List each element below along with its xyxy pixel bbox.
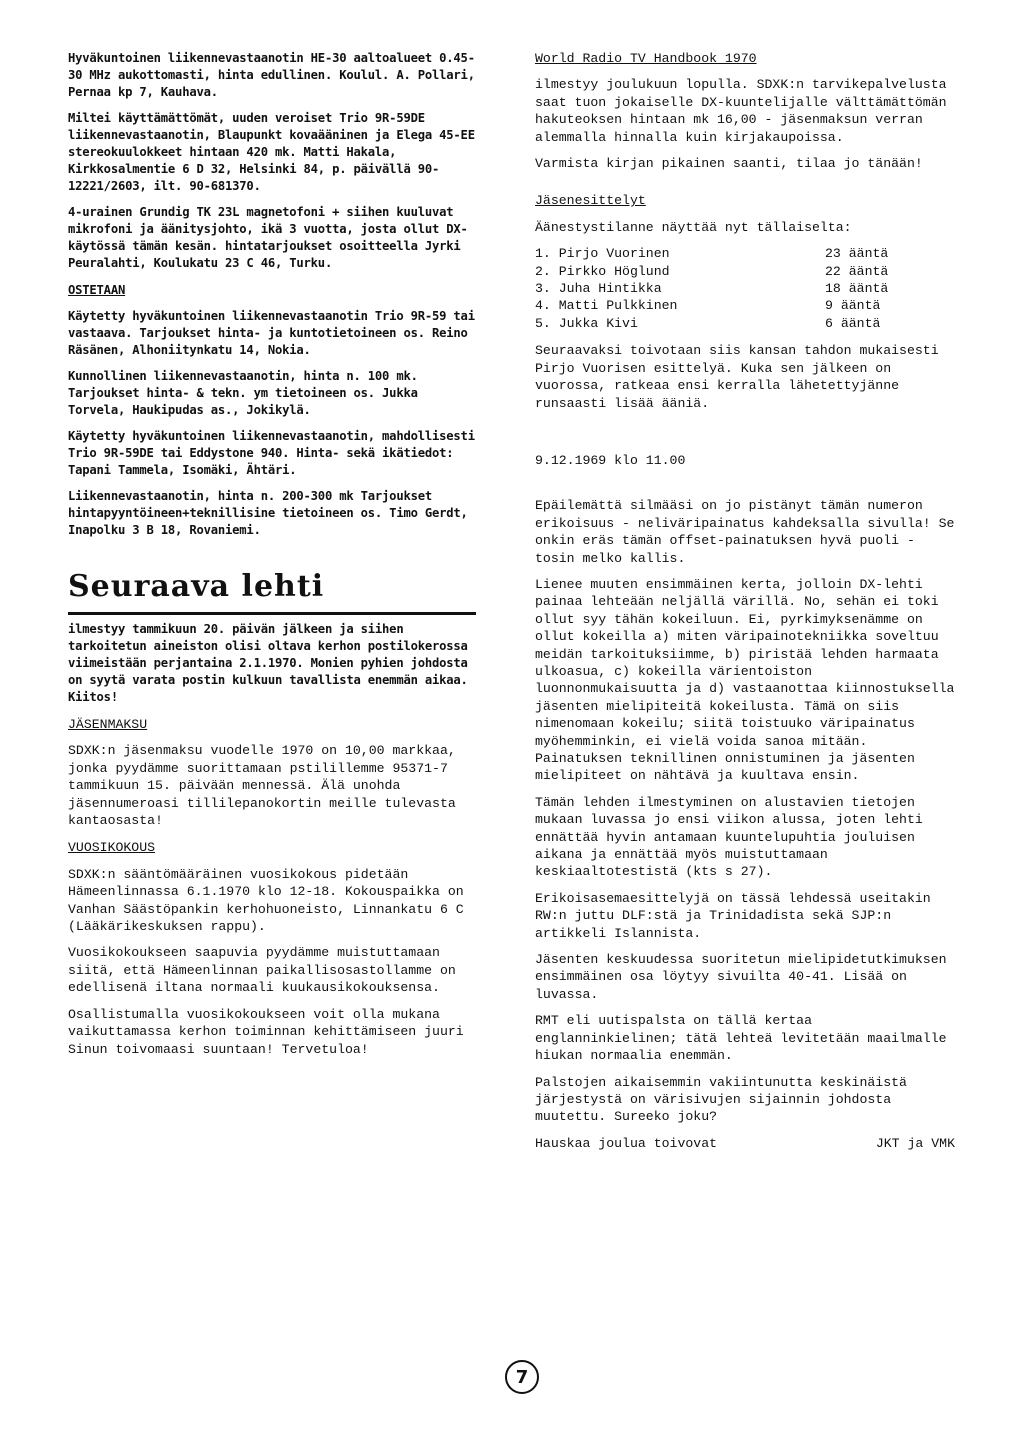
- ad-paragraph: Miltei käyttämättömät, uuden veroiset Trio 9R-59DE liikennevastaanotin, Blaupunkt kovaääninen ja Elega 45-EE stereokuulokkeet hintaan 420 mk. Matti Hakala, Kirkkosalmentie 6 D 32, Helsinki 84, p. päivällä 90-12221/2603, ilt. 90-681370.: [68, 111, 475, 193]
- jasenesittelyt-heading: Jäsenesittelyt: [535, 193, 646, 209]
- editorial-paragraph: Tämän lehden ilmestyminen on alustavien tietojen mukaan luvassa jo ensi viikon alussa, joten lehti ennättää hyvin antamaan kuuntelupuhtia jouluisen aikana ja ennättää myös muistuttamaan keskiaaltotestistä (kts s 27).: [535, 794, 923, 880]
- table-row: [535, 315, 888, 332]
- date-stamp: 9.12.1969 klo 11.00: [535, 452, 686, 468]
- editorial-paragraph: Erikoisasemaesittelyjä on tässä lehdessä useitakin RW:n juttu DLF:stä ja Trinidadista sekä SJP:n artikkeli Islannista.: [535, 890, 931, 941]
- vote-count: 9 ääntä: [825, 298, 881, 314]
- ostetaan-heading: OSTETAAN: [68, 283, 126, 297]
- votes-intro: Äänestystilanne näyttää nyt tällaiselta:: [535, 219, 852, 235]
- page-number: 7: [505, 1360, 539, 1394]
- right-column: [535, 50, 955, 1152]
- signoff-greeting: Hauskaa joulua toivovat: [535, 1135, 718, 1151]
- vuosikokous-paragraph: SDXK:n sääntömääräinen vuosikokous pidetään Hämeenlinnassa 6.1.1970 klo 12-18. Kokouspaikka on Vanhan Säästöpankin kerhohuoneisto, Linnankatu 6 C (Lääkärikeskuksen rappu).: [68, 866, 464, 935]
- classified-ads: [68, 50, 476, 272]
- table-row: [535, 263, 888, 280]
- vote-name: 3. Juha Hintikka: [535, 281, 662, 297]
- editorial-paragraph: Epäilemättä silmääsi on jo pistänyt tämän numeron erikoisuus - neliväripainatus kahdeksalla sivulla! Se onkin eräs tämän offset-painatuksen hyvä puoli - tosin melko kallis.: [535, 498, 955, 566]
- table-row: [535, 297, 888, 314]
- wrtv-paragraph: ilmestyy joulukuun lopulla. SDXK:n tarvikepalvelusta saat tuon jokaiselle DX-kuuntelijalle välttämättömän hakuteoksen hintaan mk 16,00 - jäsenmaksun verran alemmalla hinnalla kuin kirjakaupoissa.: [535, 77, 947, 145]
- wanted-paragraph: Kunnollinen liikennevastaanotin, hinta n. 100 mk. Tarjoukset hinta- & tekn. ym tietoineen os. Jukka Torvela, Haukipudas as., Jokikylä.: [68, 369, 418, 417]
- vote-name: 2. Pirkko Höglund: [535, 263, 670, 279]
- vuosikokous-section: [68, 866, 476, 1058]
- jasenmaksu-heading: JÄSENMAKSU: [68, 717, 148, 732]
- votes-table: [535, 245, 888, 332]
- next-issue-text: ilmestyy tammikuun 20. päivän jälkeen ja siihen tarkoitetun aineiston olisi oltava kerhon postilokerossa viimeistään perjantaina 2.1.1970. Monien pyhien johdosta on syytä varata postin kulkuun tavallista enemmän aikaa. Kiitos!: [68, 622, 468, 704]
- wanted-ads: [68, 308, 476, 539]
- wanted-paragraph: Käytetty hyväkuntoinen liikennevastaanotin Trio 9R-59 tai vastaava. Tarjoukset hinta- ja kuntotietoineen os. Reino Räsänen, Alhoniitynkatu 14, Nokia.: [68, 309, 475, 357]
- wrtv-paragraph: Varmista kirjan pikainen saanti, tilaa jo tänään!: [535, 156, 923, 172]
- ad-paragraph: 4-urainen Grundig TK 23L magnetofoni + siihen kuuluvat mikrofoni ja äänitysjohto, ikä 3 vuotta, josta ollut DX-käytössä tämän kesän. hintatarjoukset osoitteella Jyrki Peuralahti, Koulukatu 23 C 46, Turku.: [68, 205, 468, 270]
- ad-paragraph: Hyväkuntoinen liikennevastaanotin HE-30 aaltoalueet 0.45-30 MHz aukottomasti, hinta edullinen. Koulul. A. Pollari, Pernaa kp 7, Kauhava.: [68, 51, 475, 99]
- votes-outro: Seuraavaksi toivotaan siis kansan tahdon mukaisesti Pirjo Vuorisen esittelyä. Kuka sen jälkeen on vuorossa, ratkeaa ensi kerralla lähetettyjänne runsaasti lisää ääniä.: [535, 343, 939, 411]
- divider: [68, 612, 476, 615]
- jasenmaksu-text: SDXK:n jäsenmaksu vuodelle 1970 on 10,00 markkaa, jonka pyydämme suorittamaan pstilillemme 95371-7 tammikuun 15. päivään mennessä. Älä unohda jäsennumeroasi tillilepanokortin meille tulevasta kantaosasta!: [68, 743, 456, 829]
- vuosikokous-paragraph: Osallistumalla vuosikokoukseen voit olla mukana vaikuttamassa kerhon toiminnan kehittämiseen juuri Sinun toivomaasi suuntaan! Tervetuloa!: [68, 1006, 464, 1057]
- vuosikokous-paragraph: Vuosikokoukseen saapuvia pyydämme muistuttamaan siitä, että Hämeenlinnan paikallisosastollamme on edellisenä iltana normaali kuukausikokouksensa.: [68, 945, 456, 996]
- vuosikokous-heading: VUOSIKOKOUS: [68, 840, 156, 856]
- signoff: [535, 1135, 955, 1152]
- editorial-paragraph: Lienee muuten ensimmäinen kerta, jolloin DX-lehti painaa lehteään neljällä värillä. No, sehän ei toki ollut syy tähän kokeiluun. Ei, pyrkimyksenämme on ollut kokeilla a) miten väripainotekniikka soveltuu meidän tarkoituksiimme, b) piristää lehden harmaata ulkoasua, c) kokeilla värientoiston luonnonmukaisuutta ja d) vastaanottaa kiinnostuksella jäsenten mielipiteitä kokeilusta. Tämä on siis nimenomaan kokeilu; siitä toistuuko väripainatus myöhemminkin, ei vielä voida sanoa mitään. Painatuksen teknillinen onnistuminen ja jäsenten mielipiteet on nähtävä ja kuultava ensin.: [535, 576, 955, 784]
- table-row: [535, 245, 888, 262]
- vote-name: 4. Matti Pulkkinen: [535, 298, 678, 314]
- editorial-paragraph: Jäsenten keskuudessa suoritetun mielipidetutkimuksen ensimmäinen osa löytyy sivuilta 40-41. Lisää on luvassa.: [535, 952, 947, 1002]
- vote-count: 23 ääntä: [825, 246, 889, 262]
- wanted-paragraph: Liikennevastaanotin, hinta n. 200-300 mk Tarjoukset hintapyyntöineen+teknillisine tietoineen os. Timo Gerdt, Inapolku 3 B 18, Rovaniemi.: [68, 489, 468, 537]
- left-column: [68, 50, 476, 1067]
- wrtv-heading: World Radio TV Handbook 1970: [535, 51, 757, 66]
- table-row: [535, 280, 888, 297]
- vote-count: 18 ääntä: [825, 281, 889, 297]
- wanted-paragraph: Käytetty hyväkuntoinen liikennevastaanotin, mahdollisesti Trio 9R-59DE tai Eddystone 940. Hinta- sekä ikätiedot: Tapani Tammela, Isomäki, Ähtäri.: [68, 429, 475, 477]
- vote-count: 22 ääntä: [825, 263, 889, 279]
- vote-name: 5. Jukka Kivi: [535, 315, 638, 331]
- next-issue-title: Seuraava lehti: [68, 569, 325, 604]
- signoff-signatures: JKT ja VMK: [875, 1135, 955, 1151]
- editorial-paragraph: Palstojen aikaisemmin vakiintunutta keskinäistä järjestystä on värisivujen sijainnin johdosta muutettu. Sureeko joku?: [535, 1074, 907, 1125]
- editorial-paragraph: RMT eli uutispalsta on tällä kertaa englanninkielinen; tätä lehteä levitetään maailmalle hiukan normaalia enemmän.: [535, 1013, 947, 1064]
- vote-count: 6 ääntä: [825, 315, 881, 331]
- vote-name: 1. Pirjo Vuorinen: [535, 246, 670, 262]
